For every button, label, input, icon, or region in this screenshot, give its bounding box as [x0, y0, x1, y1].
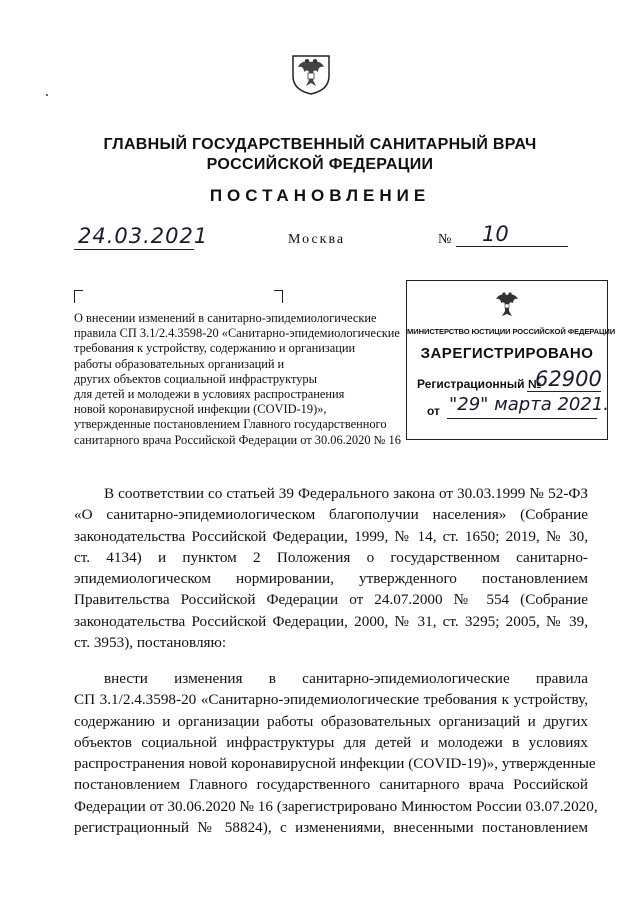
- subject-line: работы образовательных организаций и: [74, 356, 285, 371]
- body-line: Правительства Российской Федерации от 24.07.2000 № 554 (Собрание: [74, 591, 588, 609]
- body-line: ст. 4134) и пунктом 2 Положения о государственном санитарно-: [74, 548, 588, 566]
- stamp-underline: [447, 418, 597, 419]
- stamp-registered: ЗАРЕГИСТРИРОВАНО: [420, 345, 594, 362]
- body-line: В соответствии со статьей 39 Федерального закона от 30.03.1999 № 52-ФЗ: [104, 485, 588, 502]
- body-line: внести изменения в санитарно-эпидемиологические правила: [104, 670, 588, 687]
- stamp-from-date: "29" марта 2021.: [449, 394, 609, 415]
- subject-line: санитарного врача Российской Федерации от 30.06.2020 № 16: [74, 432, 401, 447]
- document-number-label: №: [438, 232, 452, 247]
- authority-title-line2: РОССИЙСКОЙ ФЕДЕРАЦИИ: [206, 156, 434, 173]
- stamp-underline: [527, 391, 601, 392]
- registration-stamp: [406, 280, 616, 440]
- body-line: объектов социальной инфраструктуры для детей и молодежи в условиях: [74, 733, 588, 751]
- body-line: регистрационный № 58824), с изменениями, внесенными постановлением: [74, 819, 588, 837]
- subject-line: других объектов социальной инфраструктуры: [74, 371, 317, 386]
- document-date: 24.03.2021: [78, 224, 209, 248]
- body-line: содержанию и организации работы образовательных организаций и других: [74, 712, 588, 730]
- number-underline: [456, 246, 568, 247]
- subject-corner-left: [74, 290, 83, 303]
- body-paragraph-1: [74, 483, 588, 653]
- stamp-from-label: от: [427, 404, 440, 418]
- subject-line: новой коронавирусной инфекции (COVID-19)»,: [74, 402, 327, 417]
- body-line: распространения новой коронавирусной инфекции (COVID-19)», утвержденные: [74, 755, 596, 773]
- subject-line: правила СП 3.1/2.4.3598-20 «Санитарно-эпидемиологические: [74, 326, 400, 341]
- russian-coat-of-arms-icon: [288, 50, 334, 96]
- body-line: «О санитарно-эпидемиологическом благополучии населения» (Собрание: [74, 506, 588, 524]
- document-number: 10: [482, 222, 509, 246]
- authority-title-line1: ГЛАВНЫЙ ГОСУДАРСТВЕННЫЙ САНИТАРНЫЙ ВРАЧ: [103, 136, 537, 153]
- date-underline: [74, 249, 194, 250]
- body-line: законодательства Российской Федерации, 2000, № 31, ст. 3295; 2005, № 39,: [74, 612, 588, 630]
- subject-line: утвержденные постановлением Главного государственного: [74, 417, 387, 432]
- body-paragraph-2: [74, 668, 598, 838]
- body-line: постановлением Главного государственного санитарного врача Российской: [74, 776, 588, 794]
- stamp-reg-number: 62900: [535, 367, 602, 391]
- document-type: ПОСТАНОВЛЕНИЕ: [209, 186, 431, 205]
- body-line: законодательства Российской Федерации, 1999, № 14, ст. 1650; 2019, № 30,: [74, 527, 588, 545]
- stamp-ministry: МИНИСТЕРСТВО ЮСТИЦИИ РОССИЙСКОЙ ФЕДЕРАЦИИ: [407, 327, 616, 336]
- subject-line: требования к устройству, содержанию и организации: [74, 341, 356, 356]
- document-city: Москва: [288, 232, 346, 247]
- coat-of-arms-icon: [490, 289, 524, 323]
- body-line: Федерации от 30.06.2020 № 16 (зарегистрировано Минюстом России 03.07.2020,: [74, 797, 598, 815]
- stamp-reg-number-label: Регистрационный №: [417, 377, 542, 391]
- subject-line: для детей и молодежи в условиях распространения: [74, 386, 345, 401]
- body-line: СП 3.1/2.4.3598-20 «Санитарно-эпидемиологические требования к устройству,: [74, 691, 588, 709]
- subject-corner-right: [274, 290, 283, 303]
- body-line: ст. 3953), постановляю:: [74, 634, 227, 652]
- document-subject: [74, 311, 414, 448]
- scan-speck: [46, 94, 48, 96]
- subject-line: О внесении изменений в санитарно-эпидемиологические: [74, 311, 377, 325]
- body-line: эпидемиологическом нормировании, утвержденного постановлением: [74, 570, 588, 588]
